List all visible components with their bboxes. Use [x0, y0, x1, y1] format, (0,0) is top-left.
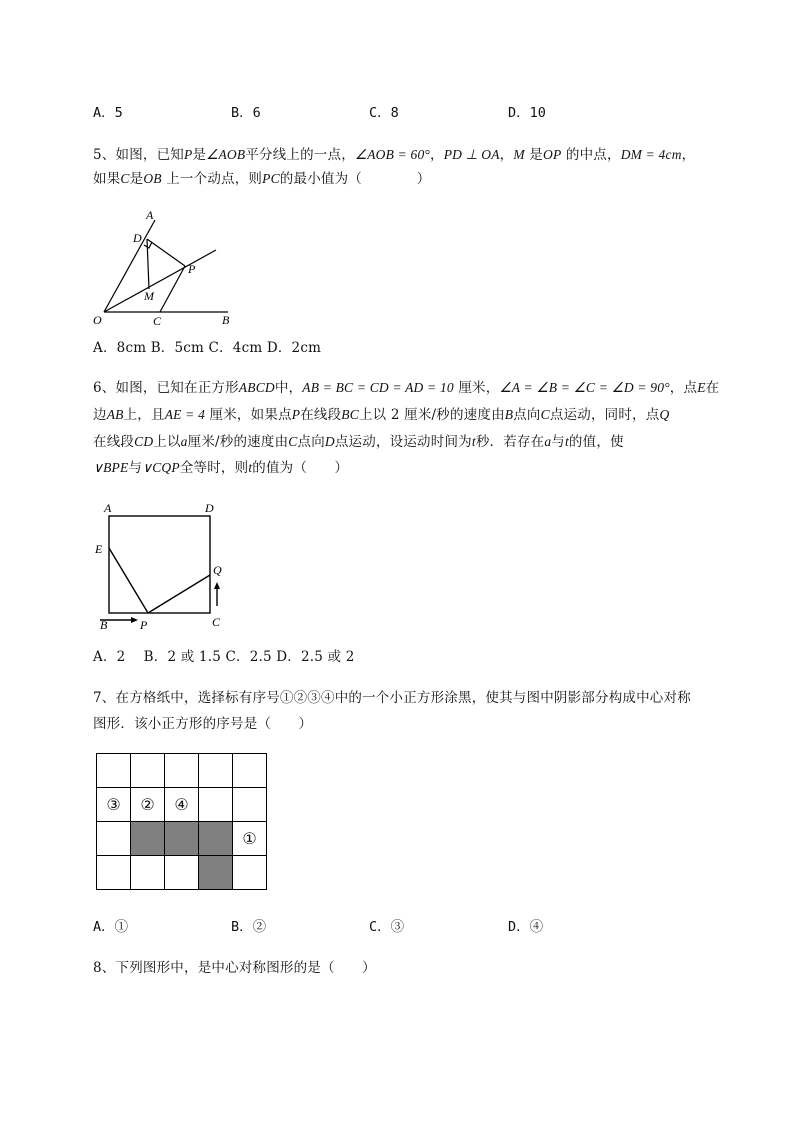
label-c: C	[212, 615, 221, 629]
grid-cell	[165, 754, 199, 788]
label-m: M	[144, 289, 154, 303]
q7-option-d: D．④	[508, 919, 544, 935]
q6-line-2: 边AB上，且AE = 4 厘米，如果点P在线段BC上以 2 厘米/秒的速度由B点向C点运动，同时，点Q	[93, 407, 670, 423]
q-arrow-head	[214, 582, 220, 589]
grid-cell-shaded	[165, 822, 199, 856]
q6-line-1: 6、如图，已知在正方形ABCD中，AB = BC = CD = AD = 10 厘米，∠A = ∠B = ∠C = ∠D = 90°，点E在	[93, 380, 720, 396]
grid-cell	[97, 822, 131, 856]
q6-figure	[90, 500, 235, 635]
p-arrow-head	[131, 617, 138, 623]
label-d: D	[205, 501, 214, 515]
q7-option-b: B．②	[231, 919, 267, 935]
grid-cell	[97, 754, 131, 788]
q8-line-1: 8、下列图形中，是中心对称图形的是（ ）	[93, 960, 376, 976]
label-p: P	[188, 262, 196, 276]
label-p: P	[140, 618, 148, 632]
q6-line-3: 在线段CD上以a厘米/秒的速度由C点向D点运动，设运动时间为t秒．若存在a与t的值，使	[93, 434, 624, 450]
q7-option-c: C．③	[369, 919, 405, 935]
square-abcd	[109, 516, 210, 613]
label-e: E	[95, 542, 103, 556]
q5-options: A．8cm B．5cm C．4cm D．2cm	[93, 340, 322, 356]
grid-cell-shaded	[199, 822, 233, 856]
q7-grid	[96, 753, 267, 890]
q5-line-1: 5、如图，已知P是∠AOB平分线上的一点，∠AOB = 60°，PD ⊥ OA，M 是OP 的中点，DM = 4cm，	[93, 147, 696, 163]
q4-option-b: B．6	[231, 105, 261, 121]
label-b: B	[100, 618, 108, 632]
grid-cell-shaded	[131, 822, 165, 856]
grid-cell-shaded	[199, 856, 233, 890]
q5-line-2: 如果C是OB 上一个动点，则PC的最小值为（ ）	[93, 171, 431, 187]
q6-line-4: ∨BPE与∨CQP全等时，则t的值为（ ）	[93, 460, 349, 476]
grid-cell-3: ③	[97, 788, 131, 822]
q4-option-a: A．5	[93, 105, 123, 121]
label-d: D	[133, 231, 142, 245]
q4-option-d: D．10	[508, 105, 546, 121]
q6-options: A．2 B．2 或 1.5 C．2.5 D．2.5 或 2	[93, 649, 355, 665]
q5-figure	[88, 205, 238, 330]
grid-cell	[199, 788, 233, 822]
segment-pc	[160, 266, 185, 312]
label-a: A	[146, 208, 154, 222]
label-a: A	[104, 501, 112, 515]
segment-pq	[148, 575, 210, 613]
grid-cell-1: ①	[233, 822, 267, 856]
grid-cell-4: ④	[165, 788, 199, 822]
grid-cell	[233, 856, 267, 890]
grid-cell-2: ②	[131, 788, 165, 822]
q7-line-1: 7、在方格纸中，选择标有序号①②③④中的一个小正方形涂黑，使其与图中阴影部分构成中心对称	[93, 690, 691, 706]
grid-cell	[233, 788, 267, 822]
label-c: C	[153, 314, 162, 328]
grid-cell	[97, 856, 131, 890]
q4-option-c: C．8	[369, 105, 399, 121]
grid-cell	[233, 754, 267, 788]
grid-cell	[131, 856, 165, 890]
right-angle-mark	[144, 242, 152, 248]
grid-cell	[199, 754, 233, 788]
segment-pe	[109, 548, 148, 613]
segment-pd	[147, 239, 185, 266]
label-b: B	[222, 313, 230, 327]
label-q: Q	[213, 563, 222, 577]
q7-line-2: 图形．该小正方形的序号是（ ）	[93, 716, 313, 732]
grid-cell	[165, 856, 199, 890]
grid-cell	[131, 754, 165, 788]
q7-option-a: A．①	[93, 919, 129, 935]
label-o: O	[93, 313, 102, 327]
